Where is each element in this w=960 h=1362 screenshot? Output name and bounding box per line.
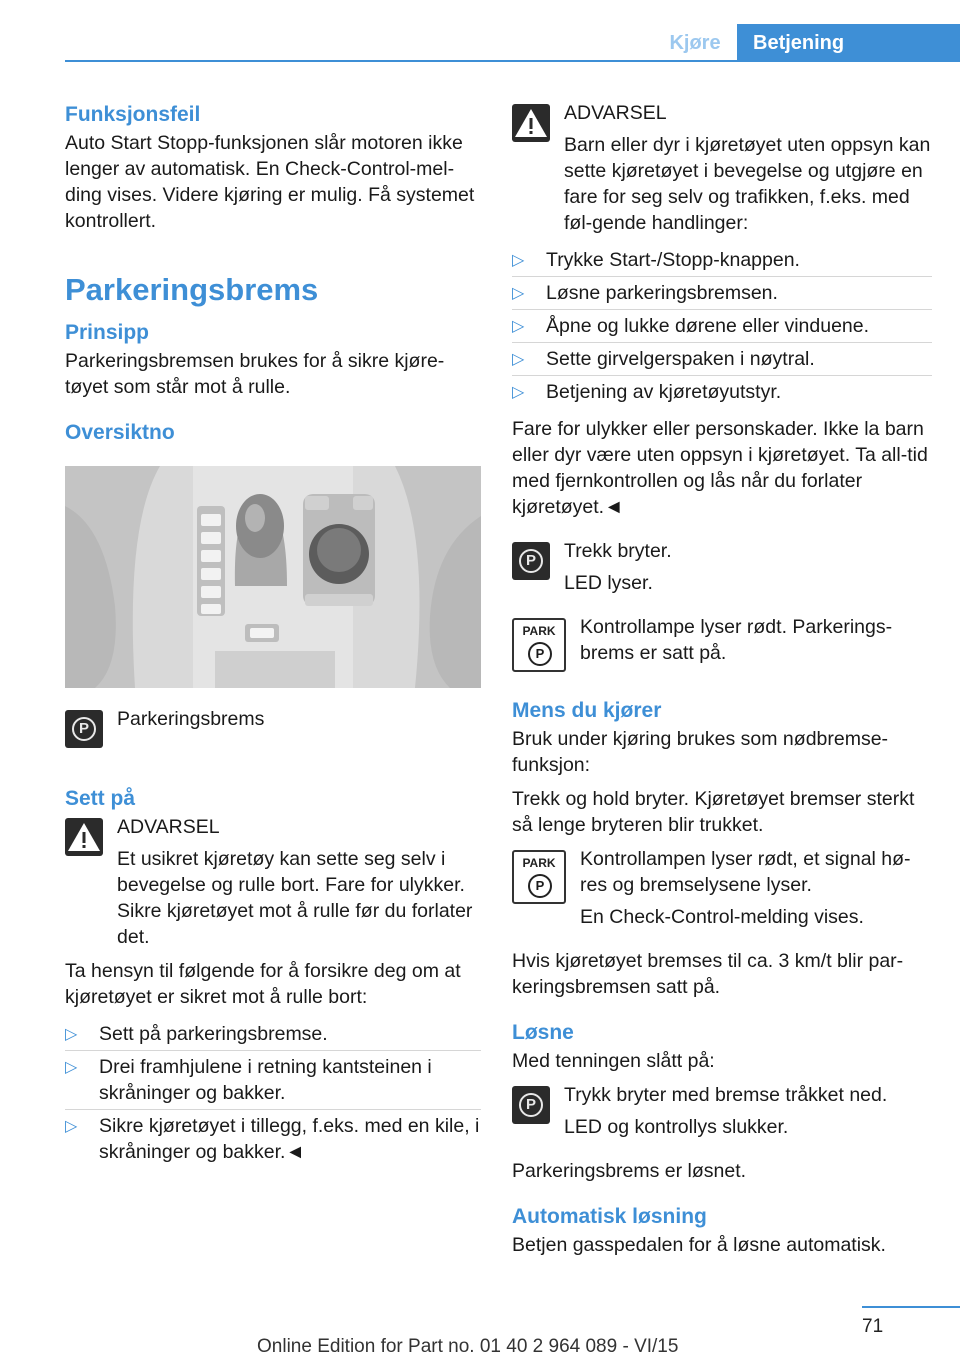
auto-heading: Automatisk løsning <box>512 1205 707 1228</box>
p-symbol: P <box>525 552 536 569</box>
warning-title-left: ADVARSEL <box>117 816 220 838</box>
driving-text3: Hvis kjøretøyet bremses til ca. 3 km/t blir par‐keringsbremsen satt på. <box>512 950 904 998</box>
triangle-bullet-icon: ▷ <box>65 1026 78 1043</box>
list-item <box>512 343 932 376</box>
p-symbol: P <box>525 1096 536 1113</box>
warning-block-right <box>512 100 932 236</box>
list-item <box>512 277 932 310</box>
principle-text: Parkeringsbremsen brukes for å sikre kjøre‐tøyet som står mot å rulle. <box>65 350 445 398</box>
triangle-bullet-icon: ▷ <box>65 1118 78 1135</box>
step2-text: Kontrollampe lyser rødt. Parkerings‐brems er satt på. <box>580 616 893 664</box>
hazard-bullet-list <box>512 244 932 408</box>
principle-heading: Prinsipp <box>65 321 150 344</box>
release-icon-line1: Trykk bryter med bremse tråkket ned. <box>564 1084 888 1106</box>
bullet-text: Åpne og lukke dørene eller vinduene. <box>546 315 870 337</box>
release-switch-row <box>512 1082 932 1140</box>
warning-block-left <box>65 814 481 950</box>
driving-text1: Bruk under kjøring brukes som nødbremse‐funksjon: <box>512 728 889 776</box>
edition-text: Online Edition for Part no. 01 40 2 964 089 - VI/15 <box>257 1336 679 1357</box>
driving-icon-text2: En Check-Control-melding vises. <box>580 906 864 928</box>
page-number: 71 <box>862 1316 884 1337</box>
auto-text: Betjen gasspedalen for å løsne automatisk. <box>512 1234 886 1256</box>
right-column <box>512 100 932 1258</box>
triangle-bullet-icon: ▷ <box>65 1059 78 1076</box>
left-column <box>65 100 481 1168</box>
bullet-text: Sikre kjøretøyet i tillegg, f.eks. med en kile, i skråninger og bakker.◄ <box>99 1115 480 1163</box>
step1-line1: Trekk bryter. <box>564 540 672 562</box>
apply-heading: Sett på <box>65 787 136 810</box>
release-heading: Løsne <box>512 1021 574 1044</box>
warning-text-left-first <box>65 846 481 950</box>
header-rule <box>65 60 960 62</box>
bullet-text: Betjening av kjøretøyutstyr. <box>546 381 782 403</box>
overview-heading: Oversiktno <box>65 421 175 444</box>
p-symbol: P <box>535 878 545 893</box>
tab-betjening[interactable]: Betjening <box>737 24 960 62</box>
tab-kjore[interactable]: Kjøre <box>669 32 721 54</box>
triangle-bullet-icon: ▷ <box>512 318 525 335</box>
bullet-text: Trykke Start-/Stopp-knappen. <box>546 249 800 271</box>
triangle-bullet-icon: ▷ <box>512 384 525 401</box>
p-symbol: P <box>535 646 545 661</box>
bullet-text: Sette girvelgerspaken i nøytral. <box>546 348 815 370</box>
park-indicator-icon <box>512 850 566 904</box>
park-text: PARK <box>522 856 556 870</box>
warning-end-text: Fare for ulykker eller personskader. Ikke la barn eller dyr være uten oppsyn i kjøretøyet. Ta all‐tid med fjernkontrollen og lås når du forlater kjøretøyet.◄ <box>512 418 928 518</box>
bullet-text: Drei framhjulene i retning kantsteinen i skråninger og bakker. <box>99 1056 432 1104</box>
list-item <box>512 244 932 277</box>
warning-text-right: Barn eller dyr i kjøretøyet uten oppsyn kan sette kjøretøyet i bevegelse og utgjøre en fare for seg selv og trafikken, f.eks. med føl‐gende handlinger: <box>564 134 931 234</box>
warning-icon <box>512 104 550 142</box>
driving-text2: Trekk og hold bryter. Kjøretøyet bremser sterkt så lenge bryteren blir trukket. <box>512 788 915 836</box>
apply-bullet-list <box>65 1018 481 1168</box>
overview-icon-row <box>65 706 481 756</box>
pull-switch-row <box>512 538 932 596</box>
triangle-bullet-icon: ▷ <box>512 351 525 368</box>
release-done: Parkeringsbrems er løsnet. <box>512 1160 747 1182</box>
malfunction-heading: Funksjonsfeil <box>65 103 201 126</box>
driving-indicator-row <box>512 846 932 930</box>
overview-icon-label: Parkeringsbrems <box>117 708 265 730</box>
list-item <box>65 1018 481 1051</box>
warning-icon <box>65 818 103 856</box>
driving-icon-text1: Kontrollampen lyser rødt, et signal hø‐res og bremselysene lyser. <box>580 848 911 896</box>
footer-rule <box>862 1306 960 1308</box>
malfunction-text: Auto Start Stopp-funksjonen slår motoren ikke lenger av automatisk. En Check-Control-mel‐ding vises. Videre kjøring er mulig. Få systemet kontrollert. <box>65 132 475 232</box>
page-title: Parkeringsbrems <box>65 272 319 307</box>
step1-line2: LED lyser. <box>564 572 653 594</box>
list-item <box>512 310 932 343</box>
parking-brake-icon <box>65 710 103 748</box>
warning-text-left: Et usikret kjøretøy kan sette seg selv i bevegelse og rulle bort. Fare for ulykker. Sikre kjøretøyet mot å rulle før du forlater det. <box>117 848 473 948</box>
console-photo <box>65 466 481 688</box>
list-item <box>65 1110 481 1168</box>
parking-brake-icon <box>512 1086 550 1124</box>
driving-heading: Mens du kjører <box>512 699 662 722</box>
triangle-bullet-icon: ▷ <box>512 252 525 269</box>
warning-title-right: ADVARSEL <box>564 102 667 124</box>
list-item <box>65 1051 481 1110</box>
park-indicator-icon <box>512 618 566 672</box>
bullet-text: Løsne parkeringsbremsen. <box>546 282 778 304</box>
instruction-text: Ta hensyn til følgende for å forsikre deg om at kjøretøyet er sikret mot å rulle bort: <box>65 960 461 1008</box>
triangle-bullet-icon: ▷ <box>512 285 525 302</box>
park-text: PARK <box>522 624 556 638</box>
parking-brake-icon <box>512 542 550 580</box>
release-text: Med tenningen slått på: <box>512 1050 715 1072</box>
p-symbol: P <box>78 720 89 737</box>
release-icon-line2: LED og kontrollys slukker. <box>564 1116 789 1138</box>
indicator-row <box>512 614 932 678</box>
bullet-text: Sett på parkeringsbremse. <box>99 1023 328 1045</box>
list-item <box>512 376 932 408</box>
